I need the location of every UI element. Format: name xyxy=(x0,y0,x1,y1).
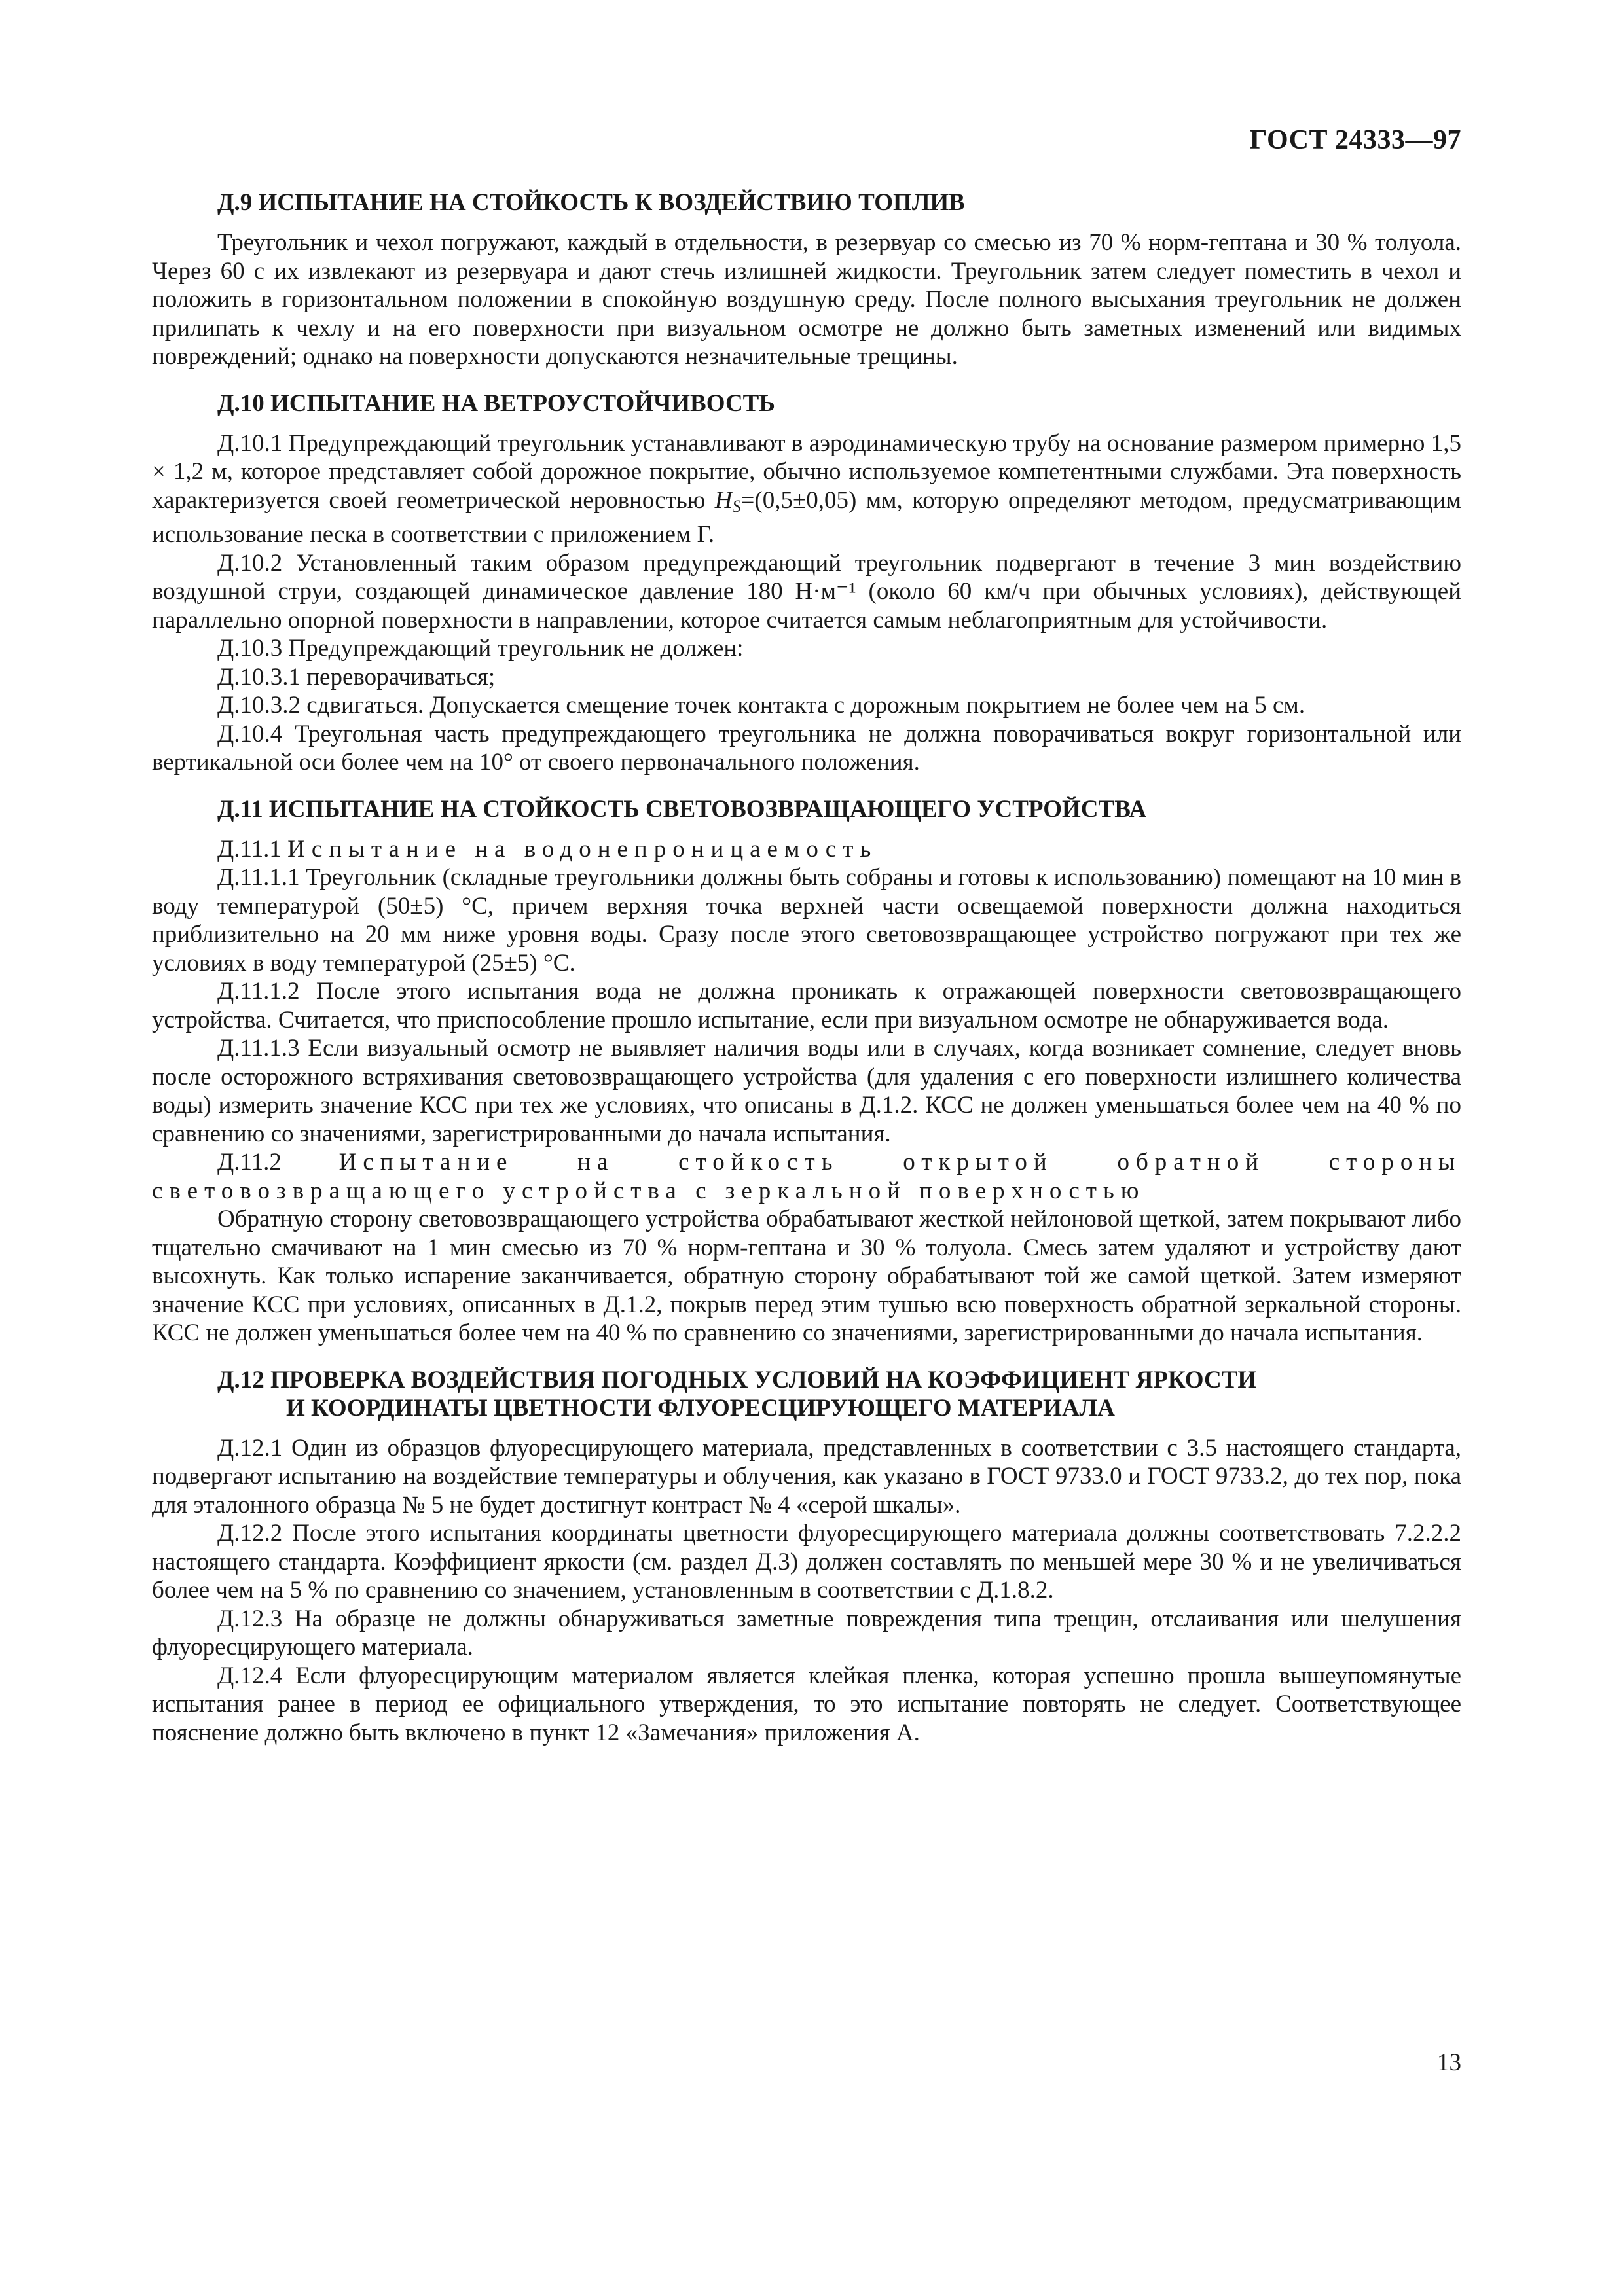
paragraph: Д.11.1.2 После этого испытания вода не должна проникать к отражающей поверхности световозвращающего устройства. Считается, что приспособление прошло испытание, если при визуальном осмотре не обнаруживается вода. xyxy=(152,978,1461,1033)
paragraph: Д.12.3 На образце не должны обнаруживаться заметные повреждения типа трещин, отслаивания или шелушения флуоресцирующего материала. xyxy=(152,1605,1461,1660)
section-d12 xyxy=(152,1366,1461,1748)
subsection-title: Испытание на стойкость открытой обратной стороны световозвращающего устройства с зеркальной поверхностью xyxy=(152,1149,1461,1204)
section-title: Д.9 ИСПЫТАНИЕ НА СТОЙКОСТЬ К ВОЗДЕЙСТВИЮ ТОПЛИВ xyxy=(217,189,965,216)
section-title-line: И КООРДИНАТЫ ЦВЕТНОСТИ ФЛУОРЕСЦИРУЮЩЕГО МАТЕРИАЛА xyxy=(286,1394,1115,1422)
section-d11 xyxy=(152,795,1461,1348)
section-d10 xyxy=(152,389,1461,777)
paragraph xyxy=(152,429,1461,549)
text: =(0,5±0,05) мм, которую определяют методом, предусматривающим использование песка в соответствии с приложением Г. xyxy=(152,486,1461,548)
document-code: ГОСТ 24333—97 xyxy=(1249,125,1461,155)
page-number: 13 xyxy=(1437,2049,1461,2076)
paragraph: Д.12.2 После этого испытания координаты цветности флуоресцирующего материала должны соответствовать 7.2.2.2 настоящего стандарта. Коэффициент яркости (см. раздел Д.3) должен составлять по меньшей мере 30 % и не увеличиваться более чем на 5 % по сравнению со значением, установленным в соответствии с Д.1.8.2. xyxy=(152,1520,1461,1604)
variable: H xyxy=(714,486,733,514)
paragraph: Д.10.2 Установленный таким образом предупреждающий треугольник подвергают в течение 3 мин воздействию воздушной струи, создающей динамическое давление 180 Н·м⁻¹ (около 60 км/ч при обычных условиях), действующей параллельно опорной поверхности в направлении, которое считается самым неблагоприятным для устойчивости. xyxy=(152,549,1461,634)
subsection-number: Д.11.1 xyxy=(217,835,282,863)
document-body xyxy=(152,188,1461,1765)
subsection-heading xyxy=(152,1148,1461,1205)
subsection-title: Испытание на водонепроницаемость xyxy=(287,835,878,863)
paragraph: Д.10.4 Треугольная часть предупреждающего треугольника не должна поворачиваться вокруг горизонтальной или вертикальной оси более чем на 10° от своего первоначального положения. xyxy=(152,720,1461,776)
paragraph: Д.11.1.1 Треугольник (складные треугольники должны быть собраны и готовы к использованию) помещают на 10 мин в воду температурой (50±5) °С, причем верхняя точка верхней части освещаемой поверхности должна находиться приблизительно на 20 мм ниже уровня воды. Сразу после этого световозвращающее устройство погружают при тех же условиях в воду температурой (25±5) °С. xyxy=(152,864,1461,977)
subsection-heading xyxy=(152,835,1461,864)
paragraph: Д.10.3.2 сдвигаться. Допускается смещение точек контакта с дорожным покрытием не более чем на 5 см. xyxy=(217,692,1305,719)
paragraph: Обратную сторону световозвращающего устройства обрабатывают жесткой нейлоновой щеткой, затем покрывают либо тщательно смачивают на 1 мин смесью из 70 % норм-гептана и 30 % толуола. Смесь затем удаляют и устройству дают высохнуть. Как только испарение заканчивается, обратную сторону обрабатывают той же самой щеткой. Затем измеряют значение КСС при условиях, описанных в Д.1.2, покрыв перед этим тушью всю поверхность обратной зеркальной стороны. КСС не должен уменьшаться более чем на 40 % по сравнению со значениями, зарегистрированными до начала испытания. xyxy=(152,1206,1461,1346)
section-title xyxy=(152,1366,1461,1422)
section-d9 xyxy=(152,188,1461,371)
paragraph: Д.10.3.1 переворачиваться; xyxy=(217,663,496,691)
text: Д.10.1 Предупреждающий треугольник устанавливают в аэродинамическую трубу на основание размером примерно 1,5 × 1,2 м, которое представляет собой дорожное покрытие, обычно используемое компетентными службами. Эта поверхность характеризуется своей геометрической неровностью xyxy=(152,429,1461,514)
paragraph: Д.12.1 Один из образцов флуоресцирующего материала, представленных в соответствии с 3.5 настоящего стандарта, подвергают испытанию на воздействие температуры и облучения, как указано в ГОСТ 9733.0 и ГОСТ 9733.2, до тех пор, пока для эталонного образца № 5 не будет достигнут контраст № 4 «серой шкалы». xyxy=(152,1434,1461,1518)
paragraph: Треугольник и чехол погружают, каждый в отдельности, в резервуар со смесью из 70 % норм-гептана и 30 % толуола. Через 60 с их извлекают из резервуара и дают стечь излишней жидкости. Треугольник затем следует поместить в чехол и положить в горизонтальном положении в спокойную воздушную среду. После полного высыхания треугольник не должен прилипать к чехлу и на его поверхности при визуальном осмотре не должно быть заметных изменений или видимых повреждений; однако на поверхности допускаются незначительные трещины. xyxy=(152,229,1461,370)
paragraph: Д.10.3 Предупреждающий треугольник не должен: xyxy=(217,635,744,662)
section-title: Д.10 ИСПЫТАНИЕ НА ВЕТРОУСТОЙЧИВОСТЬ xyxy=(217,389,775,417)
section-title-line: Д.12 ПРОВЕРКА ВОЗДЕЙСТВИЯ ПОГОДНЫХ УСЛОВИЙ НА КОЭФФИЦИЕНТ ЯРКОСТИ xyxy=(217,1366,1257,1393)
subsection-number: Д.11.2 xyxy=(217,1149,282,1175)
section-title: Д.11 ИСПЫТАНИЕ НА СТОЙКОСТЬ СВЕТОВОЗВРАЩАЮЩЕГО УСТРОЙСТВА xyxy=(217,795,1147,823)
subscript: S xyxy=(732,496,741,516)
paragraph: Д.11.1.3 Если визуальный осмотр не выявляет наличия воды или в случаях, когда возникает сомнение, следует вновь после осторожного встряхивания световозвращающего устройства (для удаления с его поверхности излишнего количества воды) измерить значение КСС при тех же условиях, что описаны в Д.1.2. КСС не должен уменьшаться более чем на 40 % по сравнению со значениями, зарегистрированными до начала испытания. xyxy=(152,1035,1461,1147)
document-page xyxy=(152,111,1461,2206)
paragraph: Д.12.4 Если флуоресцирующим материалом является клейкая пленка, которая успешно прошла вышеупомянутые испытания ранее в период ее официального утверждения, то это испытание повторять не следует. Соответствующее пояснение должно быть включено в пункт 12 «Замечания» приложения А. xyxy=(152,1662,1461,1746)
